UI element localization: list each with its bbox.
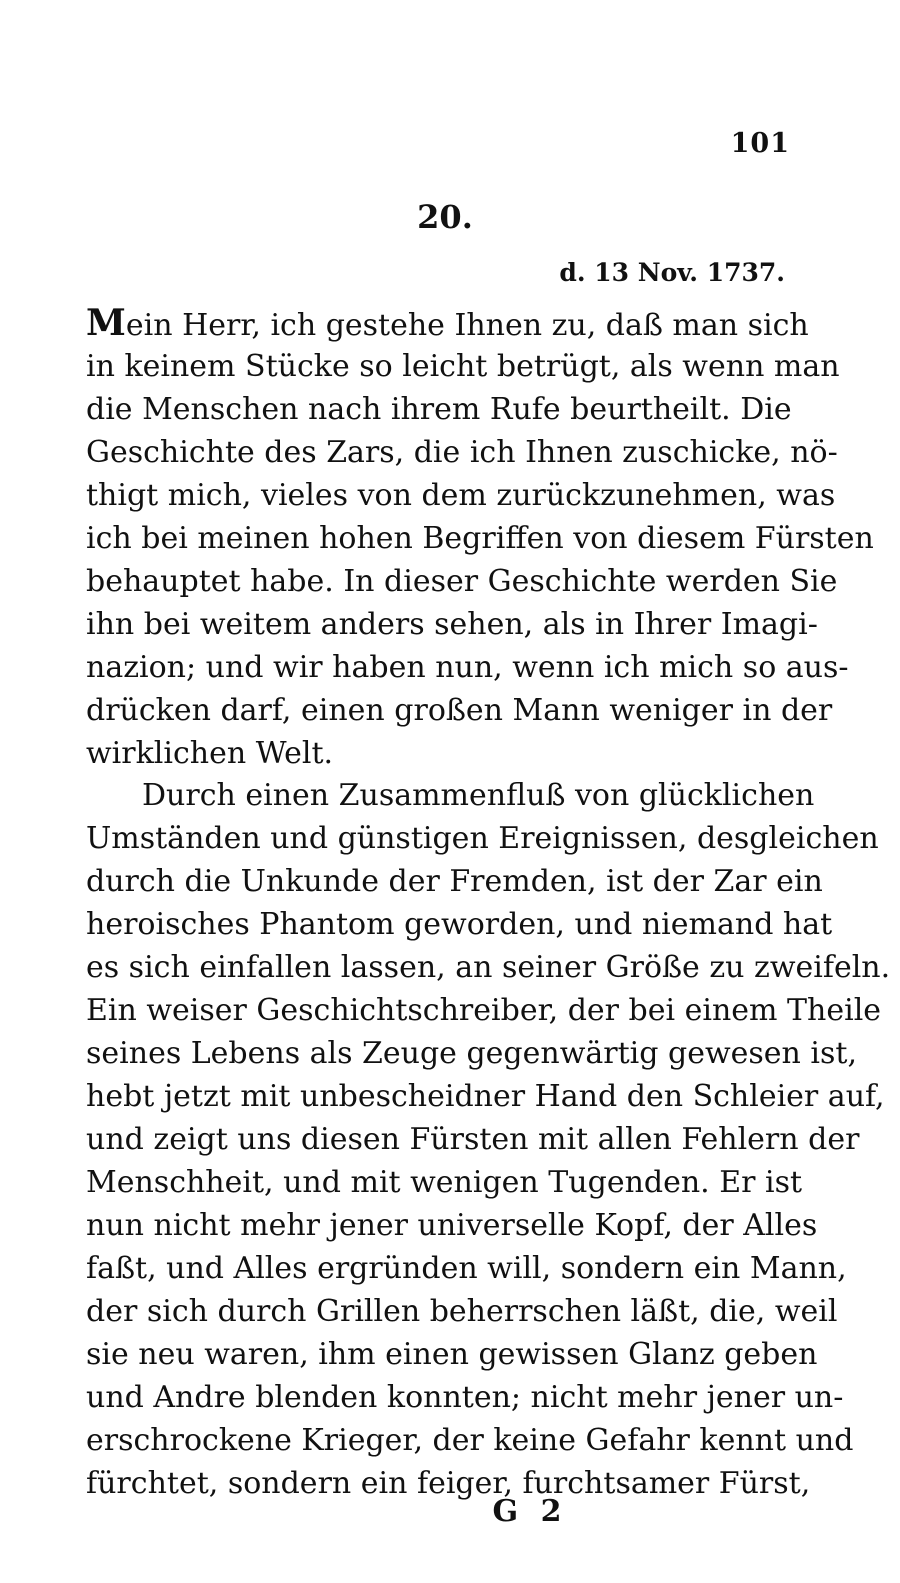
paragraph-1 bbox=[86, 302, 874, 775]
text-line: die Menschen nach ihrem Rufe beurtheilt. Die bbox=[86, 392, 792, 427]
text-line: Menschheit, und mit wenigen Tugenden. Er ist bbox=[86, 1165, 803, 1200]
text-line: erschrockene Krieger, der keine Gefahr kennt und bbox=[86, 1423, 854, 1458]
dateline: d. 13 Nov. 1737. bbox=[559, 258, 785, 287]
text-line: heroisches Phantom geworden, und niemand hat bbox=[86, 907, 833, 942]
text-line: Durch einen Zusammenfluß von glücklichen bbox=[142, 778, 815, 813]
text-line: Ein weiser Geschichtschreiber, der bei einem Theile bbox=[86, 993, 882, 1028]
text-line: in keinem Stücke so leicht betrügt, als wenn man bbox=[86, 349, 840, 384]
text-line: sie neu waren, ihm einen gewissen Glanz geben bbox=[86, 1337, 818, 1372]
text-line: durch die Unkunde der Fremden, ist der Zar ein bbox=[86, 864, 823, 899]
text-line: der sich durch Grillen beherrschen läßt, die, weil bbox=[86, 1294, 838, 1329]
text-line: ihn bei weitem anders sehen, als in Ihrer Imagi- bbox=[86, 607, 818, 642]
text-line: Umständen und günstigen Ereignissen, desgleichen bbox=[86, 821, 879, 856]
letter-number: 20. bbox=[417, 198, 473, 236]
paragraph-2 bbox=[86, 774, 891, 1505]
text-line: thigt mich, vieles von dem zurückzunehmen, was bbox=[86, 478, 836, 513]
text-line: wirklichen Welt. bbox=[86, 736, 334, 771]
text-line: faßt, und Alles ergründen will, sondern ein Mann, bbox=[86, 1251, 847, 1286]
text-line: behauptet habe. In dieser Geschichte werden Sie bbox=[86, 564, 838, 599]
signature-mark: G 2 bbox=[492, 1494, 568, 1529]
text-line: fürchtet, sondern ein feiger, furchtsamer Fürst, bbox=[86, 1466, 811, 1501]
page-number: 101 bbox=[730, 128, 790, 159]
text-line: nun nicht mehr jener universelle Kopf, der Alles bbox=[86, 1208, 818, 1243]
text-line: seines Lebens als Zeuge gegenwärtig gewesen ist, bbox=[86, 1036, 857, 1071]
text-line: nazion; und wir haben nun, wenn ich mich so aus- bbox=[86, 650, 849, 685]
text-line: Geschichte des Zars, die ich Ihnen zuschicke, nö- bbox=[86, 435, 838, 470]
text-line: und Andre blenden konnten; nicht mehr jener un- bbox=[86, 1380, 844, 1415]
text-line: drücken darf, einen großen Mann weniger in der bbox=[86, 693, 833, 728]
text-line: hebt jetzt mit unbescheidner Hand den Schleier auf, bbox=[86, 1079, 885, 1114]
text-line: ich bei meinen hohen Begriffen von diesem Fürsten bbox=[86, 521, 874, 556]
text-line: und zeigt uns diesen Fürsten mit allen Fehlern der bbox=[86, 1122, 860, 1157]
text-line: es sich einfallen lassen, an seiner Größe zu zweifeln. bbox=[86, 950, 891, 985]
text-line: Mein Herr, ich gestehe Ihnen zu, daß man sich bbox=[86, 302, 809, 344]
